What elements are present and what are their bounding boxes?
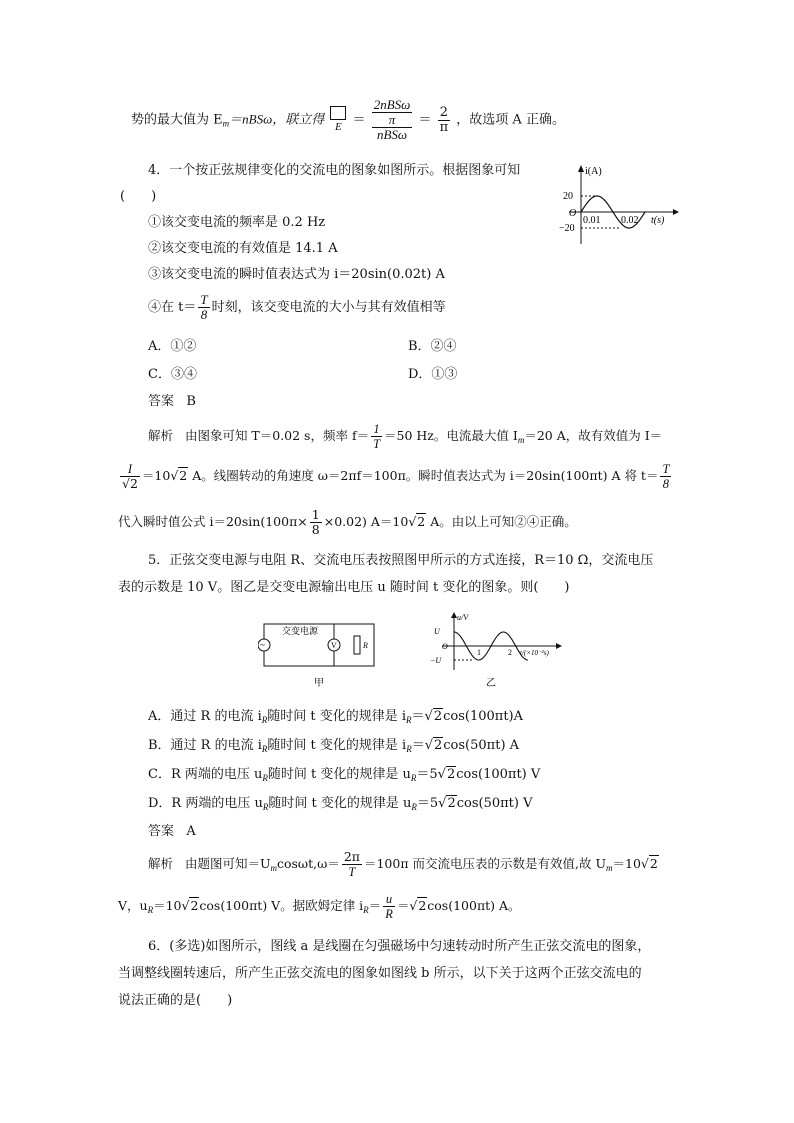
svg-text:~: ~ — [260, 640, 265, 650]
voltmeter-label: V — [331, 641, 337, 650]
q4-statement-4: ④在 t＝ $\frac{T}{8}$ 时刻，该交变电流的大小与其有效值相等 — [148, 292, 446, 322]
q4-current-graph — [555, 160, 685, 245]
q4-option-a: A．①② — [148, 339, 197, 354]
t1-label: 1 — [477, 648, 481, 657]
big-fraction: 2nBSω π nBSω — [373, 97, 411, 142]
q4-analysis-line-2: $\frac{I}{√2}$ ＝10√2 A。线圈转动的角速度 ω＝2πf＝100π。瞬时值表达式为 i＝20sin(100πt) A 将 t＝ $\frac{T}{8}$ — [122, 462, 670, 491]
o-label: O — [442, 642, 448, 651]
q4-analysis-line-1: 解析 由图象可知 T＝0.02 s，频率 f＝ $\frac{1}{T}$ ＝50 Hz。电流最大值 $I_m=20$ A，故有效值为 I＝ — [148, 422, 663, 451]
q5-figures — [258, 610, 568, 695]
q4-paren: ( ) — [120, 189, 157, 204]
resistor-label: R — [363, 641, 368, 650]
q5-answer: 答案 A — [148, 824, 196, 839]
q5-option-b: B．通过 R 的电流 $i_R$随时间 t 变化的规律是 $i_R=√2\cos(50\pi t)$ A — [148, 738, 520, 754]
q4-y-top: 20 — [563, 191, 573, 202]
figure-jia: 甲 — [314, 678, 324, 689]
q4-x-label: t(s) — [651, 215, 665, 226]
q6-line-2: 当调整线圈转速后，所产生正弦交流电的图象如图线 b 所示，以下关于这两个正弦交流电的 — [118, 966, 642, 981]
q4-answer: 答案 B — [148, 394, 196, 409]
q4-option-c: C．③④ — [148, 367, 197, 382]
neg-um-label: −U — [430, 656, 442, 665]
figure-yi: 乙 — [486, 678, 496, 689]
q4-t2: 0.02 — [621, 215, 639, 226]
q4-analysis-line-3: 代入瞬时值公式 i＝20sin(100π× $\frac{1}{8}$ ×0.02) A＝10√2 A。由以上可知②④正确。 — [118, 507, 577, 537]
garbled-glyph — [330, 106, 346, 120]
q4-stem: 4．一个按正弦规律变化的交流电的图象如图所示。根据图象可知 — [148, 163, 521, 178]
q4-t1: 0.01 — [583, 215, 601, 226]
q4-origin: O — [569, 208, 577, 219]
voltage-graph — [430, 612, 562, 689]
q6-line-3: 说法正确的是( ) — [118, 993, 233, 1008]
q5-stem-2: 表的示数是 10 V。图乙是交变电源输出电压 u 随时间 t 变化的图象。则( ) — [118, 580, 570, 595]
u-axis-label: u/V — [457, 613, 469, 622]
q5-analysis-line-2: V，$u_R=10√2\cos(100\pi t)$ V。据欧姆定律 $i_R=$ $\frac{u}{R}$ ＝√2cos(100πt) A。 — [118, 892, 521, 921]
q5-stem-1: 5．正弦交变电源与电阻 R、交流电压表按照图甲所示的方式连接，R＝10 Ω，交流电压 — [148, 553, 654, 568]
q6-line-1: 6．(多选)如图所示，图线 a 是线圈在匀强磁场中匀速转动时所产生正弦交流电的图象， — [148, 939, 651, 954]
q4-option-b: B．②④ — [408, 339, 457, 354]
q4-option-d: D．①③ — [408, 367, 458, 382]
q4-y-bot: −20 — [559, 223, 575, 234]
q4-statement-1: ①该交变电流的频率是 0.2 Hz — [148, 215, 326, 230]
q4-y-label: i(A) — [585, 166, 602, 177]
q5-option-d: D．R 两端的电压 $u_R$随时间 t 变化的规律是 $u_R=5√2\cos(50\pi t)$ V — [148, 796, 533, 812]
circuit-diagram — [258, 624, 374, 689]
q5-option-a: A．通过 R 的电流 $i_R$随时间 t 变化的规律是 $i_R=√2\cos(100\pi t)A$ — [148, 709, 524, 725]
q5-option-c: C．R 两端的电压 $u_R$随时间 t 变化的规律是 $u_R=5√2\cos(100\pi t)$ V — [148, 767, 541, 783]
t-axis-label: t/(×10⁻²s) — [520, 649, 549, 657]
prev-answer-line: 势的最大值为 $E_m=nBS\omega$，联立得 E ＝ 2nBSω π nBSω ＝ $\frac{2}{\pi}$ ，故选项 A 正确。 — [131, 97, 565, 142]
t2-label: 2 — [508, 648, 512, 657]
q4-statement-3: ③该交变电流的瞬时值表达式为 i＝20sin(0.02t) A — [148, 267, 445, 282]
q5-analysis-line-1: 解析 由题图可知$=U_m\cos\omega t,\omega=$ $\frac{2\pi}{T}$ ＝100π 而交流电压表的示数是有效值,故 $U_m=10√2$ — [148, 849, 658, 879]
q4-statement-2: ②该交变电流的有效值是 14.1 A — [148, 241, 338, 256]
um-label: U — [434, 627, 440, 636]
source-label: 交变电源 — [282, 626, 319, 636]
